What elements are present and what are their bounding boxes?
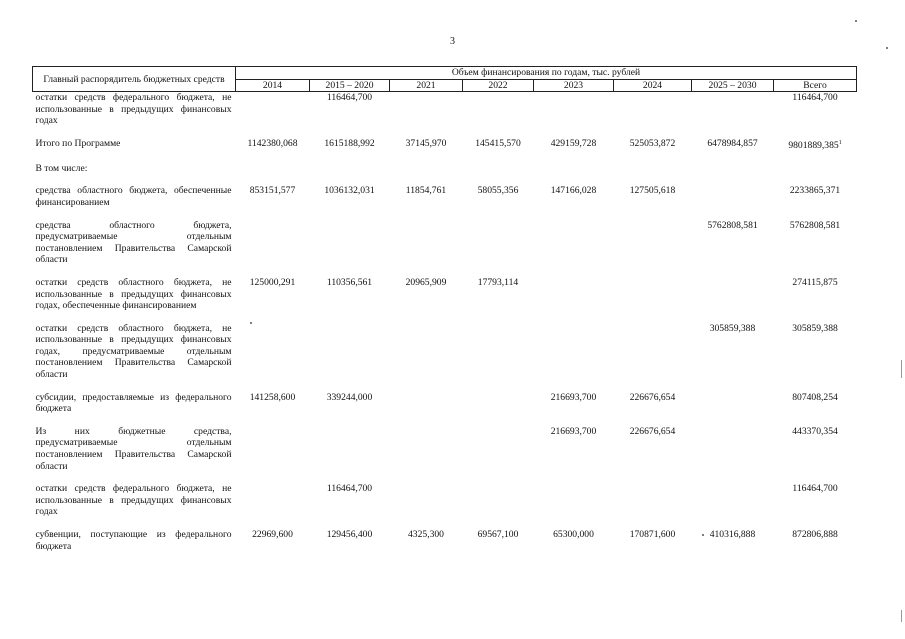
cell-value: 853151,577 [249,185,296,197]
cell-value [463,483,534,518]
cell-total [774,138,857,152]
cell-value [236,323,310,381]
table-row [33,163,857,175]
cell-value [390,483,463,518]
cell-value: 525053,872 [629,137,676,149]
cell-value [534,483,614,518]
cell-value [463,92,534,127]
cell-value [614,92,692,127]
page-number: 3 [450,36,455,47]
cell-value [463,426,534,472]
row-label: субвенции, поступающие из федерального бюджета [35,529,232,552]
footnote-mark: 1 [838,139,842,146]
scan-speck [250,322,252,324]
cell-value: 20965,909 [405,276,447,288]
cell-value: 110356,561 [326,276,373,288]
cell-value: 226676,654 [629,425,676,437]
cell-total: 5762808,581 [789,219,841,231]
cell-value: 216693,700 [550,391,597,403]
row-label: Итого по Программе [35,137,121,149]
cell-total: 305859,388 [792,322,838,334]
scan-speck [702,534,704,536]
row-label: средства областного бюджета, предусматриваемые отдельным постановлением Правительства Самарской области [35,219,232,266]
header-year: 2022 [463,79,534,92]
cell-value: 125000,291 [249,276,296,288]
cell-value [534,92,614,127]
cell-value [614,323,692,381]
cell-value: 1142380,068 [247,137,298,149]
table-row [33,277,857,312]
cell-value [390,426,463,472]
header-year: 2023 [534,79,614,92]
table-row [33,92,857,127]
row-label: остатки средств федерального бюджета, не использованные в предыдущих финансовых годах [35,483,232,518]
cell-value [390,220,463,266]
cell-value: 6478984,857 [707,137,758,149]
cell-value [692,185,774,208]
cell-total: 807408,254 [792,391,838,403]
cell-value: 147166,028 [550,185,597,197]
row-label: остатки средств областного бюджета, не использованные в предыдущих финансовых годах, предусматриваемые отдельным постановлением Правительства Самарской области [35,322,232,381]
cell-value [236,483,310,518]
row-label: средства областного бюджета, обеспеченные финансированием [35,185,232,208]
cell-value: 22969,600 [252,529,293,540]
cell-value [310,323,390,381]
cell-value [534,220,614,266]
cell-value: 37145,970 [405,137,447,149]
cell-value: 58055,356 [477,185,519,197]
table-row [33,138,857,152]
cell-value: 1036132,031 [324,185,375,197]
cell-total: 2233865,371 [789,185,841,197]
header-year: 2015 – 2020 [310,79,390,92]
header-total: Всего [774,79,857,92]
scan-edge-mark [901,610,902,622]
financing-table [32,66,857,552]
cell-value [692,92,774,127]
cell-value [390,92,463,127]
cell-value [614,277,692,312]
row-label: субсидии, предоставляемые из федерального бюджета [35,391,232,415]
scan-edge-mark [901,360,902,378]
scan-speck [855,20,857,22]
cell-value [463,392,534,415]
header-year: 2025 – 2030 [692,79,774,92]
cell-value [692,392,774,415]
cell-value: 5762808,581 [707,219,758,231]
header-year: 2014 [236,79,310,92]
cell-value [614,220,692,266]
cell-value: 11854,761 [405,185,447,197]
cell-value: 127505,618 [629,185,676,197]
cell-value [463,220,534,266]
cell-value [692,483,774,518]
row-label: остатки средств федерального бюджета, не использованные в предыдущих финансовых годах [35,92,232,127]
cell-value [310,220,390,266]
cell-value: 141258,600 [249,391,296,403]
table-row [33,392,857,415]
cell-total: 116464,700 [792,92,838,104]
cell-value [390,323,463,381]
cell-value [390,392,463,415]
header-year: 2024 [614,79,692,92]
cell-total: 443370,354 [792,425,838,437]
cell-value: 145415,570 [475,137,521,149]
row-label: Из них бюджетные средства, предусматриваемые отдельным постановлением Правительства Самарской области [35,425,232,472]
table-row [33,529,857,552]
cell-total: 274115,875 [792,276,838,288]
cell-value [534,277,614,312]
cell-value [614,483,692,518]
table-row [33,323,857,381]
cell-value [236,92,310,127]
table-row [33,426,857,472]
cell-total: 116464,700 [792,483,838,495]
cell-value [692,426,774,472]
cell-value: 305859,388 [709,322,756,334]
table-row [33,185,857,208]
row-label: В том числе: [35,162,88,174]
cell-value: 116464,700 [326,483,373,495]
cell-value: 4325,300 [408,529,444,540]
cell-value: 69567,100 [477,529,519,540]
cell-value: 216693,700 [550,425,597,437]
cell-value [463,323,534,381]
header-main-manager: Главный распорядитель бюджетных средств [33,67,236,92]
cell-total: 872806,888 [792,529,838,540]
row-label: остатки средств областного бюджета, не использованные в предыдущих финансовых годах, обеспеченные финансированием [35,276,232,312]
cell-value: 129456,400 [326,529,373,540]
cell-value [692,277,774,312]
cell-value: 410316,888 [709,529,756,540]
header-financing-group: Объем финансирования по годам, тыс. рублей [236,67,857,80]
cell-value: 429159,728 [550,137,597,149]
table-row [33,220,857,266]
cell-value: 339244,000 [326,391,373,403]
total-value: 9801889,385 [788,140,839,152]
cell-value [310,426,390,472]
cell-value: 17793,114 [477,276,519,288]
table-row [33,483,857,518]
cell-value: 1615188,992 [324,137,375,149]
cell-value [534,323,614,381]
header-year: 2021 [390,79,463,92]
cell-value [236,220,310,266]
cell-value: 65300,000 [553,529,594,540]
cell-value: 170871,600 [629,529,676,540]
cell-value: 226676,654 [629,391,676,403]
cell-value: 116464,700 [326,92,373,104]
scan-speck [886,47,888,49]
cell-value [236,426,310,472]
